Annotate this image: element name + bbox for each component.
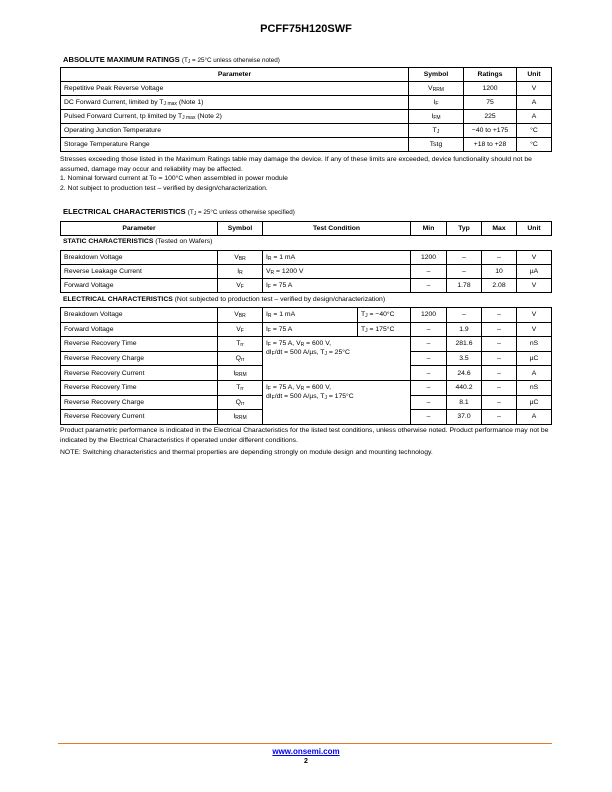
min-value: 1200 — [420, 311, 437, 319]
parameter-cell — [61, 82, 409, 96]
condition-cell — [263, 308, 358, 323]
ec-footer-notes — [60, 426, 555, 458]
col-header: Ratings — [464, 68, 517, 82]
symbol-cell — [409, 110, 464, 124]
unit-cell — [517, 251, 552, 265]
unit-cell — [517, 410, 552, 425]
unit-value: V — [531, 254, 537, 261]
condition-post: = 175°C — [367, 325, 395, 333]
symbol: V — [234, 311, 239, 319]
condition-block-cell — [263, 380, 411, 424]
cond-sub: J — [324, 394, 327, 401]
unit-value: V — [531, 325, 537, 333]
condition-cell — [263, 279, 411, 293]
condition-sub: F — [267, 284, 271, 290]
unit-cell — [517, 351, 552, 366]
table-row — [61, 337, 552, 352]
condition: I — [266, 311, 268, 319]
condition-cell — [263, 251, 411, 265]
symbol-cell — [218, 251, 263, 265]
max-cell — [482, 251, 517, 265]
onsemi-link[interactable]: www.onsemi.com — [272, 747, 340, 756]
max-cell — [482, 279, 517, 293]
condition: I — [266, 282, 268, 289]
absolute-max-ratings-table — [60, 67, 552, 152]
table-row — [61, 322, 552, 337]
symbol-cell — [218, 410, 263, 425]
condition2-cell — [358, 322, 411, 337]
min-cell — [411, 351, 447, 366]
table-row — [61, 380, 552, 395]
max-cell — [482, 351, 517, 366]
unit-value: µC — [529, 398, 539, 406]
max-value: – — [497, 355, 501, 363]
condition-post: = 1 mA — [271, 311, 296, 319]
symbol: Tstg — [429, 141, 443, 148]
unit: °C — [530, 127, 538, 134]
typ-value: 3.5 — [459, 355, 469, 363]
typ-value: 24.6 — [457, 369, 471, 377]
parameter-cell — [61, 138, 409, 152]
cond-sub: J — [324, 351, 327, 358]
typ-value: 1.9 — [459, 325, 469, 333]
symbol-sub: RRM — [235, 371, 247, 378]
symbol-sub: BR — [238, 313, 246, 320]
parametric-note: Product parametric performance is indicated in the Electrical Characteristics for the listed test conditions, unless otherwise noted. Product performance may not be indicated by the Electrical Characteristics if operated under different conditions. — [60, 427, 549, 444]
symbol-sub: rr — [240, 342, 244, 349]
condition-post: = 75 A — [270, 325, 293, 333]
symbol: T — [236, 384, 241, 392]
typ-cell — [447, 366, 482, 381]
ec-cond: (T — [187, 209, 194, 216]
unit-cell — [517, 395, 552, 410]
parameter-text: Reverse Recovery Time — [64, 384, 137, 392]
page-title: PCFF75H120SWF — [260, 23, 352, 35]
condition-cell — [263, 322, 358, 337]
condition-sub: R — [267, 313, 272, 320]
symbol-cell — [409, 82, 464, 96]
unit-value: µC — [529, 355, 539, 363]
max-cell — [482, 366, 517, 381]
symbol-cell — [409, 96, 464, 110]
max-cell — [482, 308, 517, 323]
symbol: I — [233, 413, 236, 421]
dynamic-title — [63, 296, 385, 303]
col-header: Unit — [517, 68, 552, 82]
max-cell — [482, 395, 517, 410]
symbol-cell — [218, 366, 263, 381]
max-cell — [482, 337, 517, 352]
parameter-sub: J max — [182, 115, 196, 121]
rating-value: 1200 — [482, 85, 498, 92]
parameter-text: Operating Junction Temperature — [64, 127, 161, 134]
cond: /dt = 500 A/µs, T — [274, 392, 325, 400]
col-header: Min — [411, 222, 447, 236]
unit-cell — [517, 138, 552, 152]
static-characteristics-table — [60, 250, 552, 293]
cond-sub: R — [300, 385, 305, 392]
symbol: T — [432, 127, 437, 134]
col-header: Symbol — [409, 68, 464, 82]
typ-value: 440.2 — [455, 384, 473, 392]
cond-sub: R — [300, 342, 305, 349]
max-value: 2.08 — [492, 282, 506, 289]
typ-value: 281.6 — [455, 340, 473, 348]
parameter-sub: J max — [163, 101, 177, 107]
condition-sub: J — [365, 313, 368, 320]
parameter-cell — [61, 279, 218, 293]
static-title — [63, 238, 212, 245]
parameter-cell — [61, 124, 409, 138]
parameter-post: (Note 2) — [195, 113, 222, 120]
symbol-sub: F — [240, 327, 244, 334]
min-value: – — [426, 325, 431, 333]
cond: = 600 V, — [304, 340, 332, 348]
table-row — [61, 124, 552, 138]
max-cell — [482, 380, 517, 395]
cond: /dt = 500 A/µs, T — [274, 349, 325, 357]
symbol-cell — [218, 322, 263, 337]
unit: A — [531, 113, 537, 120]
unit-cell — [517, 322, 552, 337]
min-value: – — [426, 282, 431, 289]
symbol-sub: rr — [240, 386, 244, 393]
parameter-text: Pulsed Forward Current, tp limited by T — [64, 113, 183, 120]
footer-divider — [58, 743, 552, 744]
condition: T — [361, 325, 366, 333]
symbol-sub: J — [436, 129, 440, 135]
amr-cond-sub: J — [187, 59, 191, 65]
max-value: – — [497, 325, 501, 333]
parameter-text: Breakdown Voltage — [64, 311, 123, 319]
typ-value: 1.78 — [457, 282, 471, 289]
unit-value: µA — [529, 268, 539, 275]
rating-cell — [464, 138, 517, 152]
typ-cell — [447, 251, 482, 265]
max-value: – — [497, 254, 501, 261]
symbol-cell — [409, 138, 464, 152]
condition: I — [266, 254, 268, 261]
symbol: V — [428, 85, 433, 92]
table-row — [61, 265, 552, 279]
parameter-cell — [61, 395, 218, 410]
typ-cell — [447, 308, 482, 323]
amr-cond: (T — [181, 57, 188, 64]
symbol-cell — [218, 380, 263, 395]
unit: A — [531, 99, 537, 106]
col-header: Max — [482, 222, 517, 236]
condition: V — [266, 268, 271, 275]
typ-cell — [447, 322, 482, 337]
typ-cell — [447, 410, 482, 425]
unit-value: V — [531, 282, 537, 289]
cond-sub: F — [267, 385, 271, 392]
unit-cell — [517, 380, 552, 395]
parameter-text: Breakdown Voltage — [64, 254, 123, 261]
symbol-sub: F — [240, 284, 244, 290]
rating-cell — [464, 124, 517, 138]
symbol-cell — [218, 265, 263, 279]
symbol-sub: FM — [433, 115, 441, 121]
amr-title: ABSOLUTE MAXIMUM RATINGS — [63, 55, 180, 64]
static-note: (Tested on Wafers) — [155, 238, 213, 245]
typ-value: – — [462, 268, 466, 275]
unit-cell — [517, 82, 552, 96]
symbol-sub: BR — [238, 256, 246, 262]
typ-cell — [447, 265, 482, 279]
parameter-cell — [61, 251, 218, 265]
symbol: Q — [235, 355, 241, 363]
min-value: – — [426, 355, 431, 363]
symbol: V — [236, 325, 241, 333]
symbol-cell — [409, 124, 464, 138]
col-header: Symbol — [218, 222, 263, 236]
symbol-sub: RRM — [432, 87, 444, 93]
unit-value: nS — [529, 384, 539, 392]
typ-cell — [447, 351, 482, 366]
cond-sub: F — [271, 351, 275, 358]
parameter-text: Forward Voltage — [64, 282, 114, 289]
ec-cond-sub: J — [193, 211, 197, 217]
max-value: – — [497, 398, 501, 406]
typ-cell — [447, 337, 482, 352]
parameter-text: DC Forward Current, limited by T — [64, 99, 164, 106]
table-row — [61, 82, 552, 96]
max-cell — [482, 410, 517, 425]
unit: V — [531, 85, 537, 92]
cond: dI — [266, 349, 272, 357]
typ-value: – — [462, 254, 466, 261]
symbol: V — [236, 282, 241, 289]
unit-cell — [517, 124, 552, 138]
table-row — [61, 308, 552, 323]
unit-value: nS — [529, 340, 539, 348]
rating-cell — [464, 96, 517, 110]
min-value: – — [426, 398, 431, 406]
unit-cell — [517, 265, 552, 279]
max-value: 10 — [495, 268, 503, 275]
min-cell — [411, 322, 447, 337]
parameter-text: Reverse Recovery Current — [64, 369, 145, 377]
condition-sub: R — [267, 256, 272, 262]
unit-value: A — [531, 369, 537, 377]
rating-cell — [464, 82, 517, 96]
rating-value: −40 to +175 — [471, 127, 509, 134]
condition-post: = −40°C — [367, 311, 395, 319]
unit-value: A — [531, 413, 537, 421]
amr-section-title — [63, 55, 280, 64]
min-cell — [411, 395, 447, 410]
ec-header-table — [60, 221, 552, 236]
condition: T — [361, 311, 366, 319]
parameter-text: Forward Voltage — [64, 325, 114, 333]
parameter-text: Reverse Recovery Charge — [64, 398, 145, 406]
typ-value: – — [462, 311, 466, 319]
parameter-cell — [61, 337, 218, 352]
note-stress: Stresses exceeding those listed in the Maximum Ratings table may damage the device. If any of these limits are exceeded, device functionality should not be assumed, damage may occur and reliability may be affected. — [60, 156, 532, 173]
condition2-cell — [358, 308, 411, 323]
parameter-cell — [61, 96, 409, 110]
typ-cell — [447, 380, 482, 395]
condition: I — [266, 325, 268, 333]
unit-cell — [517, 279, 552, 293]
symbol-cell — [218, 279, 263, 293]
min-value: 1200 — [420, 254, 437, 261]
static-title-text: STATIC CHARACTERISTICS — [63, 238, 154, 245]
max-value: – — [497, 413, 501, 421]
symbol: I — [433, 99, 436, 106]
max-value: – — [497, 340, 501, 348]
unit-cell — [517, 308, 552, 323]
parameter-cell — [61, 380, 218, 395]
switching-note: NOTE: Switching characteristics and thermal properties are depending strongly on module design and mounting technology. — [60, 449, 433, 457]
parameter-cell — [61, 410, 218, 425]
col-header: Parameter — [61, 222, 218, 236]
symbol-cell — [218, 308, 263, 323]
unit-cell — [517, 337, 552, 352]
min-cell — [411, 366, 447, 381]
page-number: 2 — [304, 758, 308, 765]
unit-cell — [517, 110, 552, 124]
unit: °C — [530, 141, 538, 148]
rating-value: 225 — [484, 113, 496, 120]
table-row — [61, 96, 552, 110]
parameter-text: Reverse Leakage Current — [64, 268, 142, 275]
cond: = 25°C — [326, 349, 350, 357]
unit-value: V — [531, 311, 537, 319]
condition-post: = 75 A — [270, 282, 293, 289]
symbol: I — [431, 113, 434, 120]
parameter-cell — [61, 110, 409, 124]
min-cell — [411, 380, 447, 395]
condition-post: = 1 mA — [271, 254, 296, 261]
symbol-sub: RRM — [235, 415, 247, 422]
typ-cell — [447, 395, 482, 410]
condition-block-cell — [263, 337, 411, 381]
parameter-cell — [61, 308, 218, 323]
max-value: – — [497, 369, 501, 377]
symbol: I — [237, 268, 240, 275]
symbol-sub: R — [239, 270, 243, 276]
note-2: 2. Not subject to production test – verified by design/characterization. — [60, 184, 268, 192]
cond: = 75 A, V — [270, 383, 301, 391]
symbol-cell — [218, 395, 263, 410]
parameter-text: Reverse Recovery Charge — [64, 355, 145, 363]
min-cell — [411, 265, 447, 279]
symbol: T — [236, 340, 241, 348]
cond: = 75 A, V — [270, 340, 301, 348]
symbol-sub: rr — [240, 400, 245, 407]
min-cell — [411, 410, 447, 425]
min-cell — [411, 279, 447, 293]
max-cell — [482, 322, 517, 337]
col-header: Test Condition — [263, 222, 411, 236]
cond: = 175°C — [326, 392, 354, 400]
ec-title: ELECTRICAL CHARACTERISTICS — [63, 207, 186, 216]
cond: I — [266, 340, 268, 348]
col-header: Parameter — [61, 68, 409, 82]
parameter-text: Reverse Recovery Current — [64, 413, 145, 421]
condition-sub: J — [365, 327, 368, 334]
max-cell — [482, 265, 517, 279]
parameter-text: Reverse Recovery Time — [64, 340, 137, 348]
table-row — [61, 138, 552, 152]
min-cell — [411, 337, 447, 352]
rating-value: 75 — [486, 99, 494, 106]
min-cell — [411, 308, 447, 323]
max-value: – — [497, 384, 501, 392]
amr-cond-post: = 25°C unless otherwise noted) — [190, 57, 280, 64]
symbol: V — [234, 254, 239, 261]
unit-cell — [517, 366, 552, 381]
cond: dI — [266, 392, 272, 400]
dynamic-characteristics-table — [60, 307, 552, 425]
unit-cell — [517, 96, 552, 110]
cond-sub: F — [271, 394, 275, 401]
table-row — [61, 110, 552, 124]
min-value: – — [426, 413, 431, 421]
parameter-text: Storage Temperature Range — [64, 141, 150, 148]
typ-value: 37.0 — [457, 413, 471, 421]
parameter-post: (Note 1) — [176, 99, 204, 106]
min-value: – — [426, 340, 431, 348]
condition-post: = 1200 V — [274, 268, 304, 275]
table-row — [61, 251, 552, 265]
parameter-cell — [61, 366, 218, 381]
note-1: 1. Nominal forward current at To = 100°C when assembled in power module — [60, 175, 288, 183]
dynamic-title-text: ELECTRICAL CHARACTERISTICS — [63, 296, 173, 303]
cond-sub: F — [267, 342, 271, 349]
min-cell — [411, 251, 447, 265]
parameter-cell — [61, 265, 218, 279]
symbol-cell — [218, 337, 263, 352]
symbol-sub: rr — [240, 357, 245, 364]
parameter-cell — [61, 351, 218, 366]
symbol: I — [233, 369, 236, 377]
col-header: Typ — [447, 222, 482, 236]
rating-value: +18 to +28 — [473, 141, 507, 148]
condition-cell — [263, 265, 411, 279]
symbol: Q — [235, 398, 241, 406]
max-value: – — [497, 311, 501, 319]
dynamic-note: (Not subjected to production test – verified by design/characterization) — [174, 296, 386, 303]
amr-notes — [60, 155, 555, 193]
ec-cond-post: = 25°C unless otherwise specified) — [196, 209, 295, 216]
parameter-text: Repetitive Peak Reverse Voltage — [64, 85, 164, 92]
typ-cell — [447, 279, 482, 293]
table-row — [61, 279, 552, 293]
min-value: – — [426, 384, 431, 392]
typ-value: 8.1 — [459, 398, 469, 406]
col-header: Unit — [517, 222, 552, 236]
ec-section-title — [63, 207, 295, 216]
rating-cell — [464, 110, 517, 124]
cond: I — [266, 383, 268, 391]
min-value: – — [426, 268, 431, 275]
parameter-cell — [61, 322, 218, 337]
min-value: – — [426, 369, 431, 377]
cond: = 600 V, — [304, 383, 332, 391]
condition-sub: F — [267, 327, 271, 334]
symbol-sub: F — [435, 101, 439, 107]
symbol-cell — [218, 351, 263, 366]
condition-sub: R — [270, 270, 275, 276]
